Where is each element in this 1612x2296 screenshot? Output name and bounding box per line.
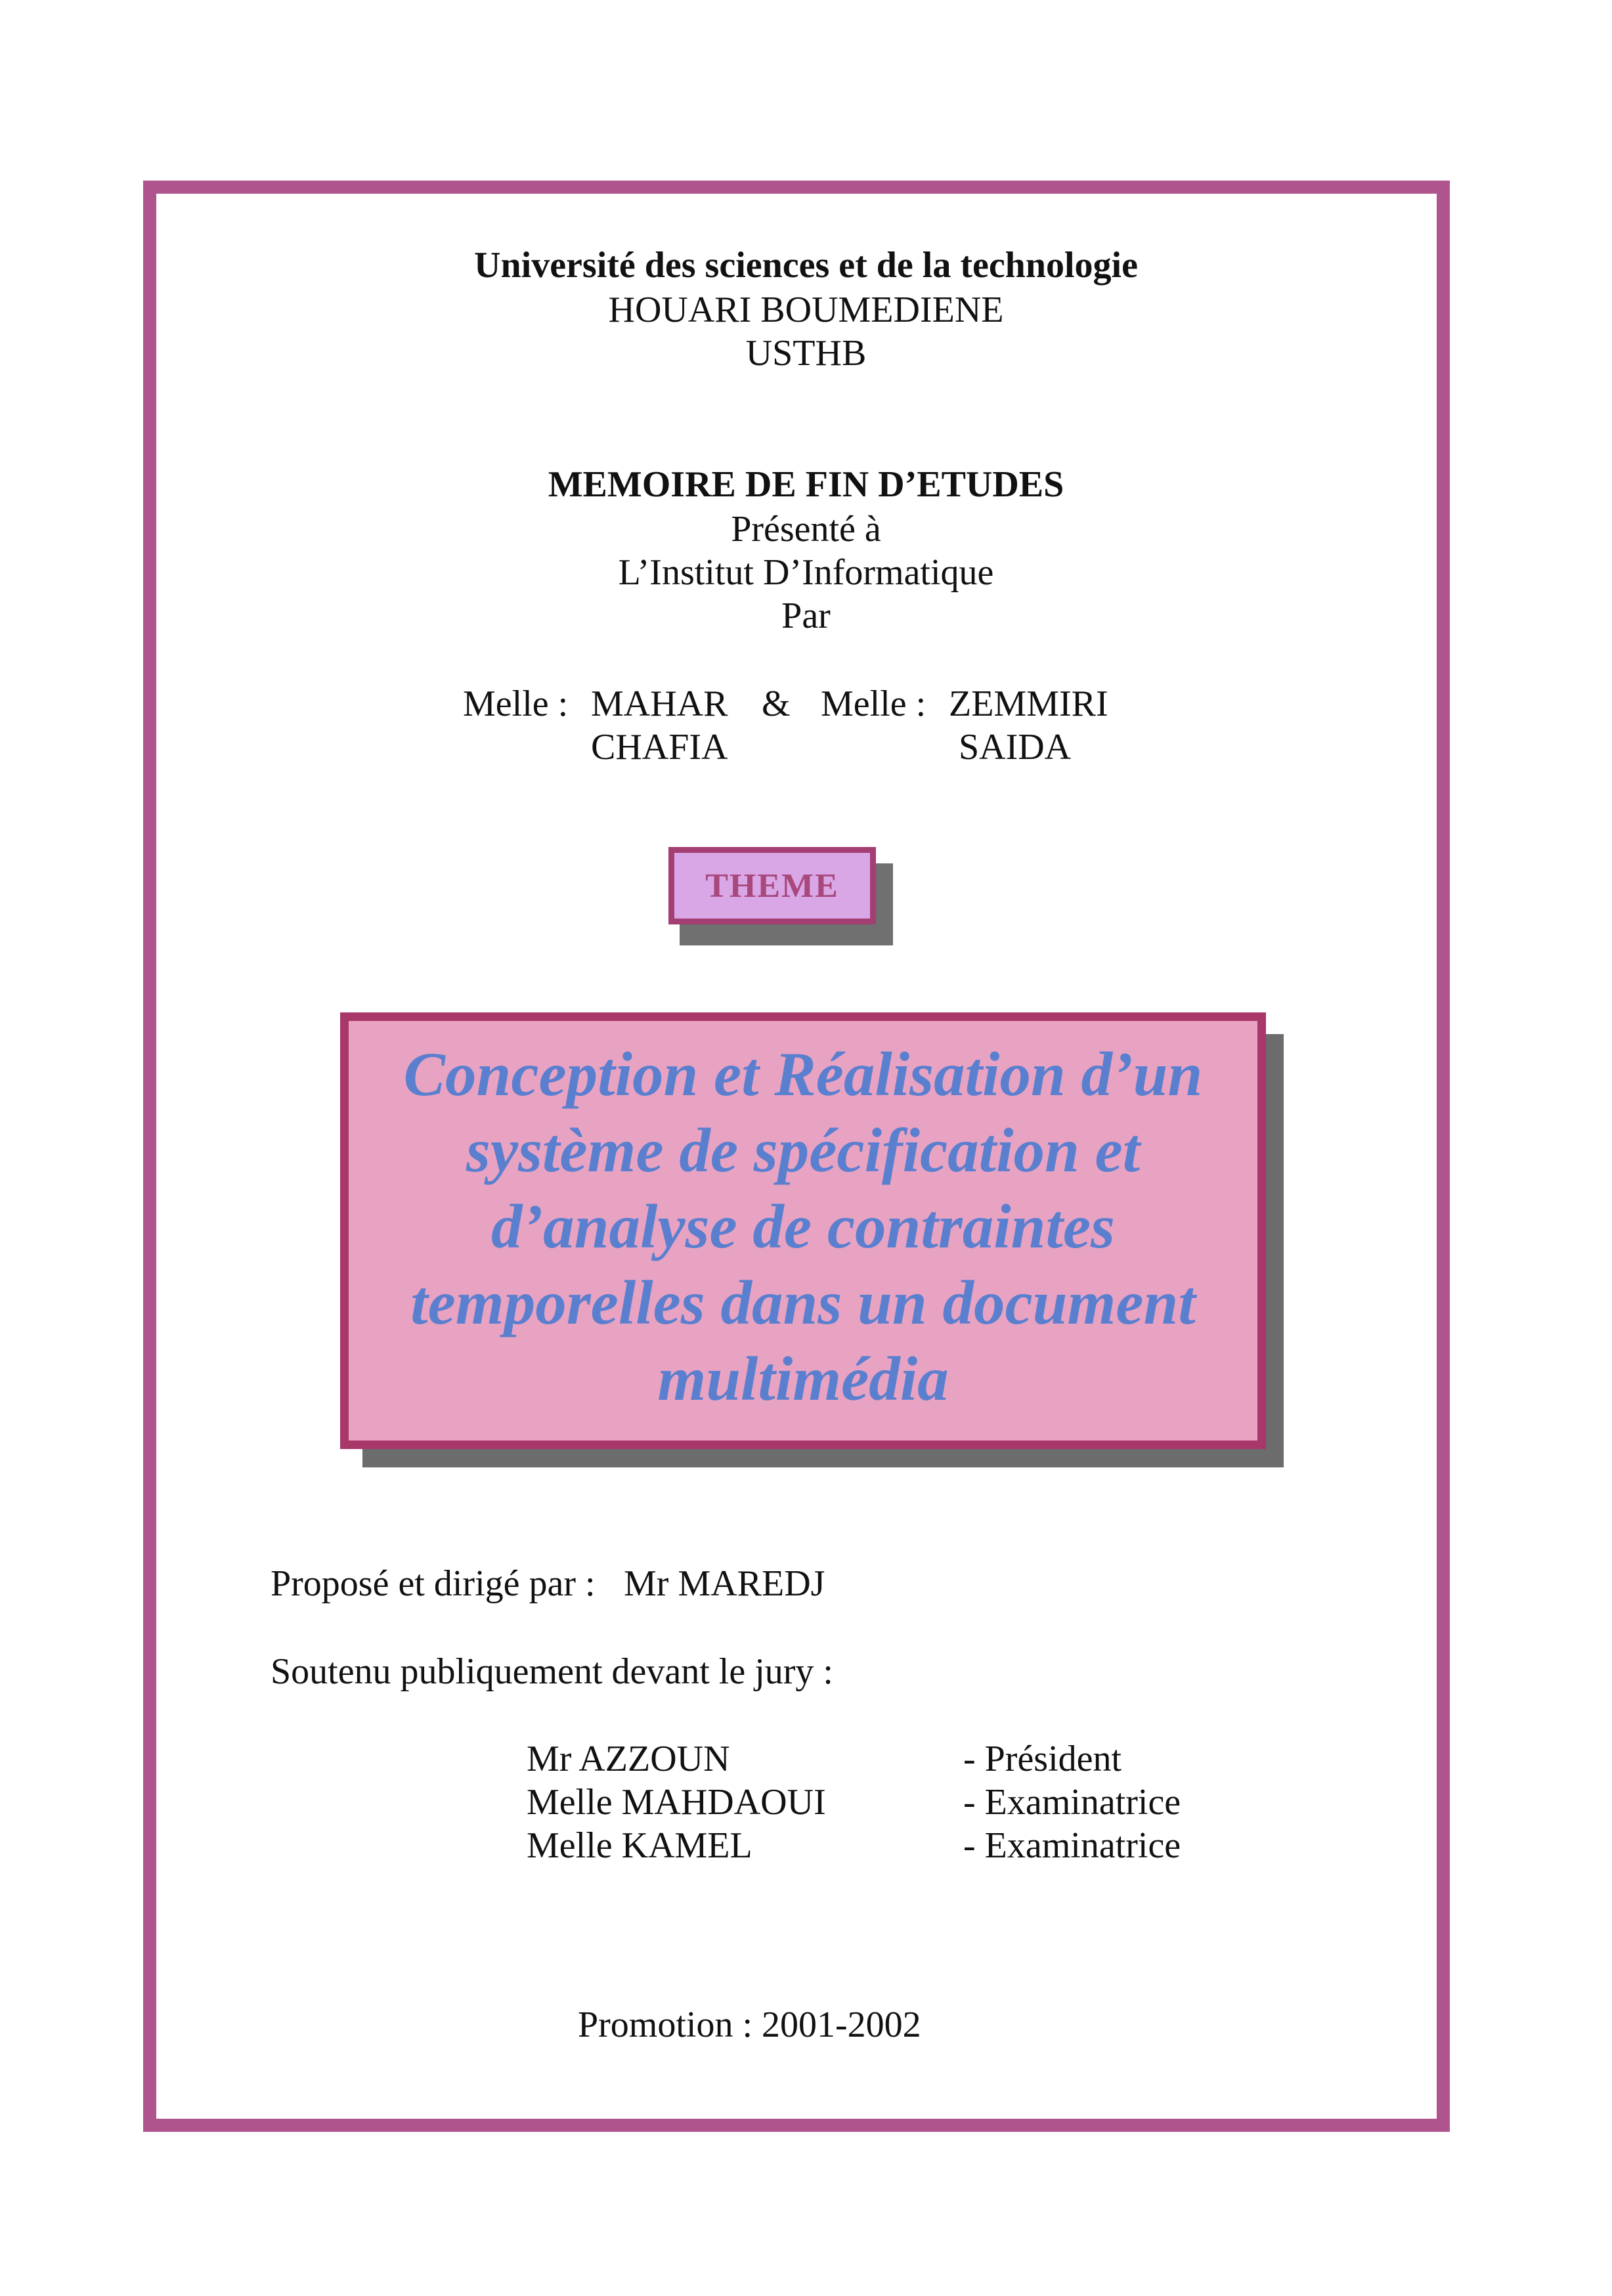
theme-badge: THEME [668, 847, 876, 924]
proposed-label: Proposé et dirigé par : [271, 1563, 596, 1604]
author2-prefix: Melle : [821, 683, 926, 724]
memoire-title: MEMOIRE DE FIN D’ETUDES [548, 464, 1064, 505]
author1-firstname: CHAFIA [591, 727, 728, 768]
thesis-title: Conception et Réalisation d’un système de spécification et d’analyse de contraintes temporelles dans un document multimédia [403, 1039, 1203, 1414]
author1-prefix: Melle : [463, 683, 569, 724]
university-subname: HOUARI BOUMEDIENE [608, 290, 1004, 330]
authors-separator: & [762, 683, 791, 724]
jury-intro: Soutenu publiquement devant le jury : [271, 1651, 833, 1692]
jury-member-role: - Président [963, 1739, 1122, 1779]
author1-lastname: MAHAR [591, 683, 728, 724]
jury-member-role: - Examinatrice [963, 1782, 1181, 1823]
jury-member-role: - Examinatrice [963, 1825, 1181, 1866]
supervisor-name: Mr MAREDJ [624, 1563, 825, 1604]
jury-member-name: Melle KAMEL [527, 1825, 752, 1866]
author2-firstname: SAIDA [959, 727, 1072, 768]
institute-name: L’Institut D’Informatique [618, 552, 994, 593]
university-name: Université des sciences et de la technologie [474, 245, 1138, 286]
promotion-year: Promotion : 2001-2002 [578, 2004, 921, 2045]
presented-by: Par [781, 596, 831, 636]
presented-to: Présenté à [731, 509, 881, 550]
university-acronym: USTHB [745, 333, 867, 374]
jury-member-name: Mr AZZOUN [527, 1739, 730, 1779]
author2-lastname: ZEMMIRI [949, 683, 1108, 724]
jury-member-name: Melle MAHDAOUI [527, 1782, 826, 1823]
